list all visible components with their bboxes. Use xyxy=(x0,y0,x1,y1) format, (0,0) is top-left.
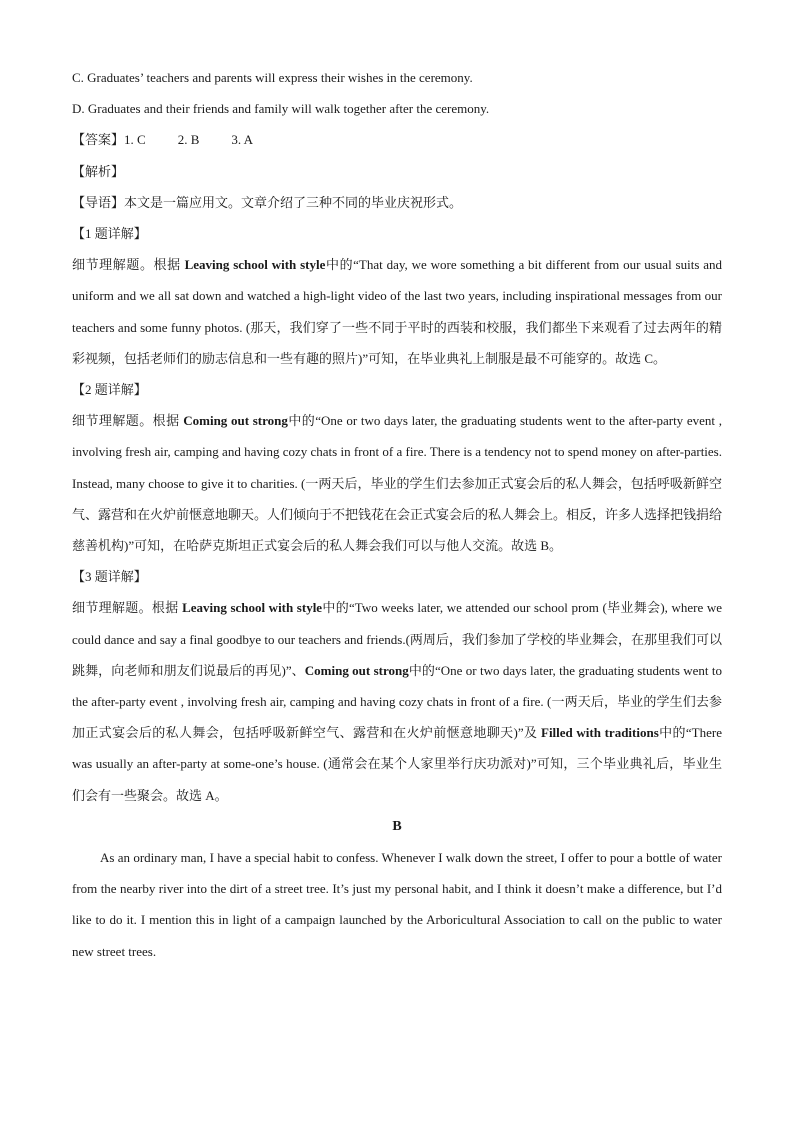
answer-line xyxy=(72,124,722,155)
q2-label: 【2 题详解】 xyxy=(72,382,147,398)
q1-pre: 细节理解题。根据 xyxy=(72,257,185,273)
guide-line xyxy=(72,187,722,218)
answer-1: 1. C xyxy=(124,132,146,148)
q3-label: 【3 题详解】 xyxy=(72,569,147,585)
option-d: D. Graduates and their friends and family will walk together after the ceremony. xyxy=(72,101,490,117)
document-page xyxy=(72,62,722,967)
guide-label: 【导语】 xyxy=(72,194,125,210)
q3-section-title-1: Leaving school with style xyxy=(182,600,323,616)
q1-label: 【1 题详解】 xyxy=(72,226,147,242)
q2-section-title: Coming out strong xyxy=(183,413,288,429)
section-b-title: B xyxy=(392,818,402,834)
q3-body-1: 中的“Two weeks later, we attended our school prom (毕业舞会), where we could dance and say a final goodbye to our teachers and friends.(两周后，我们参加了学校的毕业舞会，在那里我们可以跳舞，向老师和朋友们说最后的再见)”、 xyxy=(72,600,722,678)
q2-body: 中的“One or two days later, the graduating students went to the after-party event , involving fresh air, camping and having cozy chats in front of a fire. There is a tendency not to spend money on after-parties. Instead, many choose to give it to charities. (一两天后，毕业的学生们去参加正式宴会后的私人舞会，包括呼吸新鲜空气、露营和在火炉前惬意地聊天。人们倾向于不把钱花在会正式宴会后的私人舞会上。相反，许多人选择把钱捐给慈善机构)”可知，在哈萨克斯坦正式宴会后的私人舞会我们可以与他人交流。故选 B。 xyxy=(72,413,723,554)
q3-explanation xyxy=(72,592,722,810)
answer-3: 3. A xyxy=(231,132,254,148)
guide-text: 本文是一篇应用文。文章介绍了三种不同的毕业庆祝形式。 xyxy=(124,194,463,210)
analysis-label: 【解析】 xyxy=(72,163,125,179)
q2-pre: 细节理解题。根据 xyxy=(72,413,184,429)
q3-body-2: 中的“One or two days later, the graduating students went to the after-party event , involving fresh air, camping and having cozy chats in front of a fire. (一两天后，毕业的学生们去参加正式宴会后的私人舞会，包括呼吸新鲜空气、露营和在火炉前惬意地聊天)”及 xyxy=(72,662,722,741)
q3-section-title-2: Coming out strong xyxy=(304,662,409,678)
q2-explanation xyxy=(72,405,722,561)
answer-label: 【答案】 xyxy=(72,132,125,148)
option-c: C. Graduates’ teachers and parents will express their wishes in the ceremony. xyxy=(72,70,473,85)
q1-section-title: Leaving school with style xyxy=(184,257,326,273)
answer-2: 2. B xyxy=(177,132,200,148)
section-b-paragraph: As an ordinary man, I have a special habit to confess. Whenever I walk down the street, I offer to pour a bottle of water from the nearby river into the dirt of a street tree. It’s just my personal habit, and I think it doesn’t make a difference, but I’d like to do it. I mention this in light of a campaign launched by the Arboricultural Association to call on the public to water new street trees. xyxy=(72,850,722,959)
q1-explanation xyxy=(72,249,722,374)
q3-body-3: 中的“There was usually an after-party at some-one’s house. (通常会在某个人家里举行庆功派对)”可知，三个毕业典礼后，毕业生们会有一些聚会。故选 A。 xyxy=(72,725,722,803)
q1-body: 中的“That day, we wore something a bit different from our usual suits and uniform and we all sat down and watched a high-light video of the last two years, including inspirational messages from our teachers and some funny photos. (那天，我们穿了一些不同于平时的西装和校服，我们都坐下来观看了过去两年的精彩视频，包括老师们的励志信息和一些有趣的照片)”可知，在毕业典礼上制服是最不可能穿的。故选 C。 xyxy=(72,257,722,366)
q3-section-title-3: Filled with traditions xyxy=(541,725,659,741)
q3-pre: 细节理解题。根据 xyxy=(72,600,183,616)
